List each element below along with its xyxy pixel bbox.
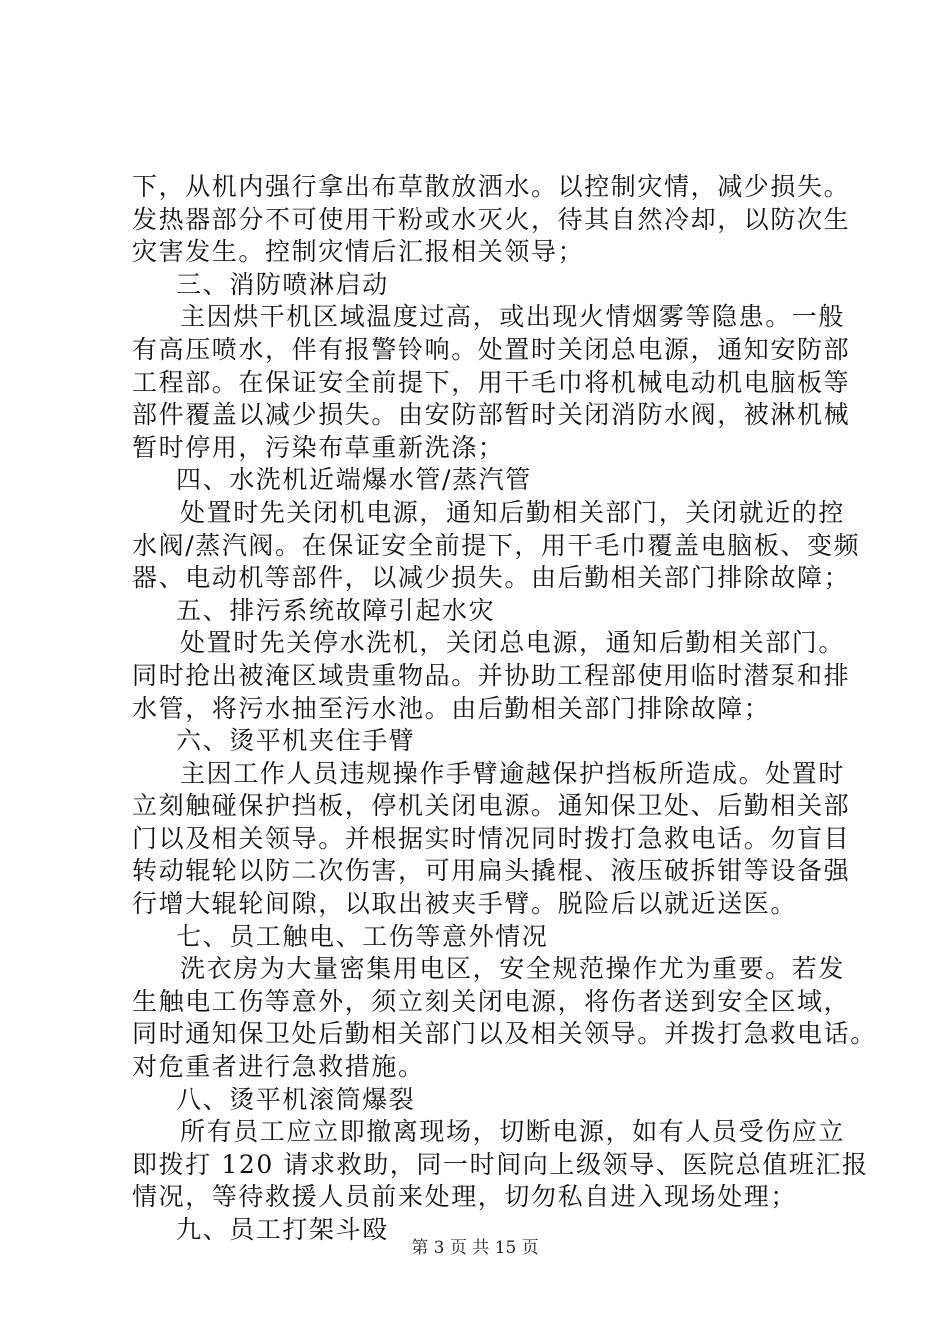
document-body xyxy=(132,171,877,1247)
paragraph-line: 情况，等待救援人员前来处理，切勿私自进入现场处理； xyxy=(132,1182,798,1212)
paragraph-line: 同时通知保卫处后勤相关部门以及相关领导。并拨打急救电话。 xyxy=(132,1019,877,1049)
paragraph-line: 洗衣房为大量密集用电区，安全规范操作尤为重要。若发 xyxy=(180,954,846,984)
paragraph-line: 门以及相关领导。并根据实时情况同时拨打急救电话。勿盲目 xyxy=(132,823,851,853)
paragraph-line: 暂时停用，污染布草重新洗涤； xyxy=(132,432,505,462)
section-heading: 三、消防喷淋启动 xyxy=(176,269,389,299)
paragraph-line: 即拨打 120 请求救助，同一时间向上级领导、医院总值班汇报 xyxy=(132,1149,869,1179)
paragraph-line: 行增大辊轮间隙，以取出被夹手臂。脱险后以就近送医。 xyxy=(132,889,798,919)
paragraph-line: 部件覆盖以减少损失。由安防部暂时关闭消防水阀，被淋机械 xyxy=(132,400,851,430)
paragraph-line: 立刻触碰保护挡板，停机关闭电源。通知保卫处、后勤相关部 xyxy=(132,791,851,821)
paragraph-line: 灾害发生。控制灾情后汇报相关领导； xyxy=(132,237,585,267)
paragraph-line: 同时抢出被淹区域贵重物品。并协助工程部使用临时潜泵和排 xyxy=(132,660,851,690)
paragraph-line: 主因工作人员违规操作手臂逾越保护挡板所造成。处置时 xyxy=(180,758,846,788)
section-heading: 六、烫平机夹住手臂 xyxy=(176,726,416,756)
paragraph-line: 工程部。在保证安全前提下，用干毛巾将机械电动机电脑板等 xyxy=(132,367,851,397)
paragraph-line: 主因烘干机区域温度过高，或出现火情烟雾等隐患。一般 xyxy=(180,302,846,332)
paragraph-line: 下，从机内强行拿出布草散放洒水。以控制灾情，减少损失。 xyxy=(132,172,851,201)
paragraph-line: 处置时先关闭机电源，通知后勤相关部门，关闭就近的控 xyxy=(180,497,846,527)
paragraph-line: 所有员工应立即撤离现场，切断电源，如有人员受伤应立 xyxy=(180,1117,846,1147)
section-heading: 九、员工打架斗殴 xyxy=(176,1215,389,1244)
paragraph-line: 器、电动机等部件，以减少损失。由后勤相关部门排除故障； xyxy=(132,563,851,593)
paragraph-line: 水管，将污水抽至污水池。由后勤相关部门排除故障； xyxy=(132,693,771,723)
paragraph-line: 对危重者进行急救措施。 xyxy=(132,1052,425,1082)
paragraph-line: 转动辊轮以防二次伤害，可用扁头撬棍、液压破拆钳等设备强 xyxy=(132,856,851,886)
paragraph-line: 处置时先关停水洗机，关闭总电源，通知后勤相关部门。 xyxy=(180,628,846,658)
section-heading: 八、烫平机滚筒爆裂 xyxy=(176,1084,416,1114)
paragraph-line: 有高压喷水，伴有报警铃响。处置时关闭总电源，通知安防部 xyxy=(132,334,851,364)
paragraph-line: 水阀/蒸汽阀。在保证安全前提下，用干毛巾覆盖电脑板、变频 xyxy=(132,530,861,560)
paragraph-line: 生触电工伤等意外，须立刻关闭电源，将伤者送到安全区域， xyxy=(132,986,851,1016)
paragraph-line: 发热器部分不可使用干粉或水灭火，待其自然冷却，以防次生 xyxy=(132,204,851,234)
section-heading: 四、水洗机近端爆水管/蒸汽管 xyxy=(176,465,532,495)
section-heading: 七、员工触电、工伤等意外情况 xyxy=(176,921,549,951)
section-heading: 五、排污系统故障引起水灾 xyxy=(176,595,496,625)
page-number-footer: 第 3 页 共 15 页 xyxy=(411,1238,539,1258)
